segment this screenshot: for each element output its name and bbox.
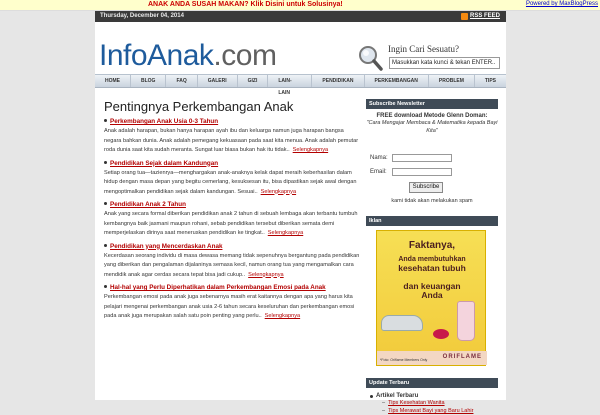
- update-widget: [366, 378, 498, 415]
- post-title-link[interactable]: Perkembangan Anak Usia 0-3 Tahun: [110, 118, 219, 125]
- ad-line: Anda: [421, 290, 443, 300]
- dash-icon: –: [382, 400, 386, 406]
- read-more-link[interactable]: Selengkapnya: [260, 188, 297, 195]
- update-heading: Update Terbaru: [366, 378, 498, 388]
- email-row: [370, 169, 387, 175]
- read-more-link[interactable]: Selengkapnya: [267, 230, 304, 236]
- main-nav: [95, 74, 506, 96]
- search-label: Ingin Cari Sesuatu?: [388, 44, 459, 54]
- logo-text-domain: .com: [213, 39, 277, 72]
- ad-headline: Faktanya,: [408, 240, 456, 251]
- nav-item-gizi[interactable]: GIZI: [238, 75, 269, 87]
- name-field[interactable]: [392, 154, 452, 162]
- nav-item-galeri[interactable]: GALERI: [198, 75, 238, 87]
- bullet-icon: [104, 202, 107, 205]
- nav-item-perkembangan[interactable]: PERKEMBANGAN: [365, 75, 429, 87]
- nav-item-problem[interactable]: PROBLEM: [429, 75, 475, 87]
- post-title-link[interactable]: Pendidikan Sejak dalam Kandungan: [110, 159, 219, 167]
- newsletter-subtitle: "Cara Mengajar Membaca & Matematika kepada Bayi Kita": [366, 120, 498, 134]
- newsletter-form: [366, 109, 498, 216]
- page-title: Pentingnya Perkembangan Anak: [104, 99, 294, 114]
- artikel-heading: Artikel Terbaru: [376, 393, 419, 399]
- newsletter-title: FREE download Metode Glenn Doman:: [376, 113, 488, 119]
- spam-note: kami tidak akan melakukan spam: [391, 198, 473, 204]
- advertisement-banner[interactable]: [376, 230, 486, 366]
- site-header: [95, 22, 506, 74]
- ad-line: Anda membutuhkan: [398, 256, 466, 263]
- search-input[interactable]: Masukkan kata kunci & tekan ENTER..: [389, 57, 500, 69]
- post-item: [104, 160, 360, 198]
- name-row: [370, 155, 388, 161]
- list-item: [382, 407, 498, 415]
- rss-icon[interactable]: [461, 13, 468, 20]
- read-more-link[interactable]: Selengkapnya: [292, 147, 329, 153]
- bullet-icon: [104, 285, 107, 288]
- nav-item-faq[interactable]: FAQ: [166, 75, 197, 87]
- top-promo-bar: [0, 0, 600, 11]
- post-item: [104, 284, 360, 322]
- ad-heading: Iklan: [366, 216, 498, 226]
- post-item: [104, 118, 360, 156]
- promo-link[interactable]: ANAK ANDA SUSAH MAKAN? Klik Disini untuk Solusinya!: [148, 1, 343, 8]
- artikel-link[interactable]: Tips Kesehatan Wanita: [388, 400, 445, 406]
- dash-icon: –: [382, 408, 386, 414]
- bullet-icon: [370, 395, 373, 398]
- site-logo[interactable]: [99, 41, 276, 71]
- post-excerpt: Anak adalah harapan, bukan hanya harapan ayah ibu dan keluarga namun juga harapan bangsa negara bahkan dunia. Anak adalah pemegang kekuasaan pada saat kita menua. Anak adalah pemutar roda dunia saat kita sudah meranta. Sungat luar biasa bukan hak itu tidak..: [104, 128, 359, 153]
- artikel-link[interactable]: Tips Merawat Bayi yang Baru Lahir: [388, 408, 474, 414]
- newsletter-heading: Subscribe Newsletter: [366, 99, 498, 109]
- milkshake-image: [457, 301, 475, 341]
- artikel-list: [366, 388, 498, 415]
- sidebar: [366, 99, 498, 415]
- main-content: [104, 99, 360, 326]
- post-title-link[interactable]: Pendidikan yang Mencerdaskan Anak: [110, 242, 223, 250]
- read-more-link[interactable]: Selengkapnya: [248, 271, 284, 278]
- current-date: Thursday, December 04, 2014: [100, 13, 184, 19]
- bullet-icon: [104, 161, 107, 164]
- page-wrapper: [95, 11, 506, 414]
- post-excerpt: Perkembangan emosi pada anak juga sebenarnya masih erat kaitannya dengan apa yang harus kita pelajari mengenai perkembangan anak usia 2-6 tahun secara keseluruhan dan perkembangan emosi pada anak juga merupakan salah satu poin penting yang perlu..: [104, 294, 355, 319]
- nav-item-home[interactable]: HOME: [95, 75, 131, 87]
- nav-item-blog[interactable]: BLOG: [131, 75, 166, 87]
- post-excerpt: Anak yang secara formal diberikan pendidikan anak 2 tahun di sebuah lembaga akan terbantu tumbuh kembangnya baik jasmani maupun rohani, sebab pendidikan tersebut diberikan semata demi memperjelaskan dirinya saat meneruskan pendidikan ke tingkat..: [104, 211, 358, 236]
- ad-line: kesehatan tubuh: [398, 263, 466, 273]
- ad-fine-print: *Foto: Oriflame Members Only: [380, 358, 428, 362]
- logo-text-main: InfoAnak: [99, 39, 214, 72]
- name-label: Nama:: [370, 155, 388, 161]
- nav-item-lain-lain[interactable]: LAIN-LAIN: [268, 75, 312, 87]
- post-item: [104, 201, 360, 239]
- rss-feed-link[interactable]: RSS FEED: [469, 13, 500, 19]
- ad-line: dan keuangan: [403, 281, 461, 291]
- read-more-link[interactable]: Selengkapnya: [264, 313, 301, 319]
- bullet-icon: [104, 119, 107, 122]
- nav-item-tips[interactable]: TIPS: [484, 78, 496, 84]
- magnifier-icon: [357, 45, 383, 71]
- post-excerpt: Kecerdasan seorang individu di masa dewasa memang tidak sepenuhnya bergantung pada pendidikan yang diberikan dan pengalaman dijalaninya semasa kecil, namun orang tua yang mengamalkan cara mendidik anak agar cerdas secara tepat bisa jadi cukup..: [104, 252, 360, 278]
- date-bar: [95, 11, 506, 22]
- post-title-link[interactable]: Hal-hal yang Perlu Diperhatikan dalam Perkembangan Emosi pada Anak: [110, 284, 326, 291]
- post-excerpt: Setiap orang tua—tazienrya—menghargakan anak-anaknya kelak dapat meraih keberhasilan dalam hidup dengan masa depan yang begitu cemerlang, kesuksesan itu, bisa dipastikan sejak awal dengan mengoptimalkan pendidikan sejak dalam kandungan. Sesuai..: [104, 169, 357, 195]
- email-label: Email:: [370, 169, 387, 175]
- subscribe-button[interactable]: Subscribe: [409, 182, 443, 193]
- powered-by-link[interactable]: Powered by MaxBlogPress: [525, 1, 598, 7]
- car-image: [381, 315, 423, 331]
- nav-item-pendidikan[interactable]: PENDIDIKAN: [312, 75, 364, 87]
- post-item: [104, 243, 360, 281]
- bullet-icon: [104, 244, 107, 247]
- list-item: [382, 399, 498, 407]
- email-field[interactable]: [392, 168, 452, 176]
- strawberry-image: [433, 329, 449, 339]
- post-title-link[interactable]: Pendidikan Anak 2 Tahun: [110, 201, 186, 208]
- ad-brand-logo: ORIFLAME: [442, 354, 482, 360]
